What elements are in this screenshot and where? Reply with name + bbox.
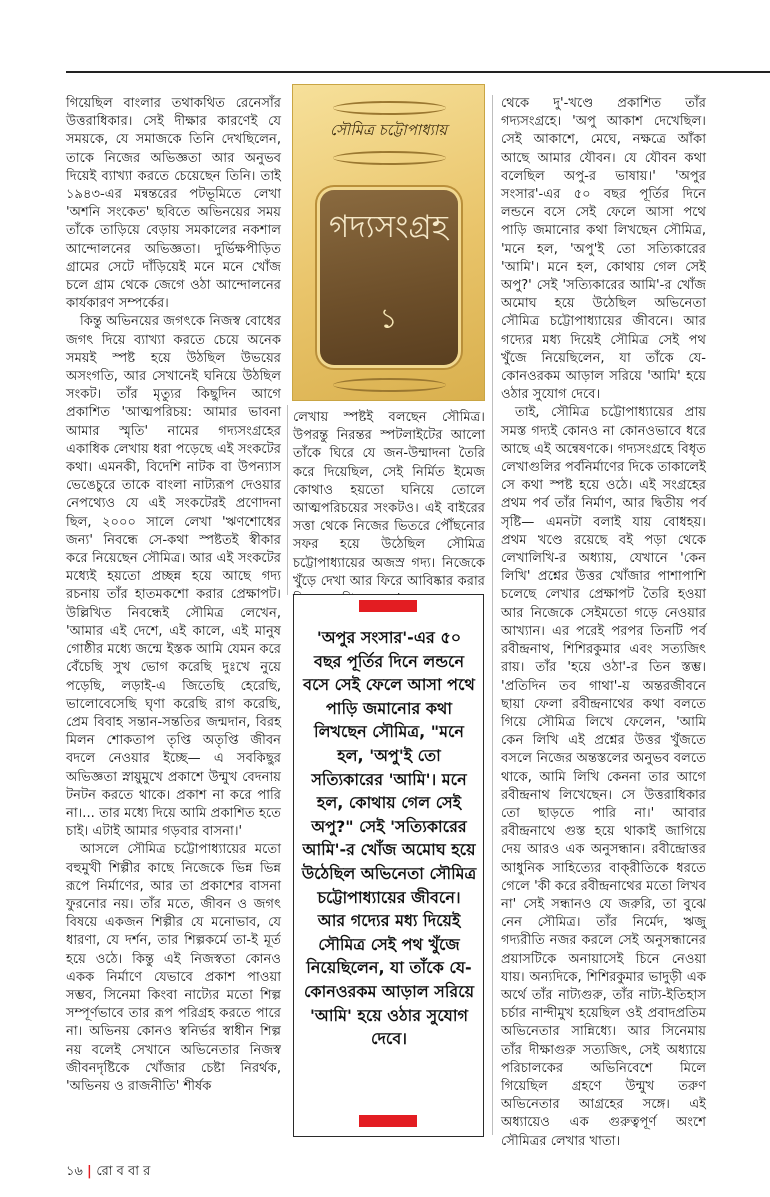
paragraph: কিন্তু অভিনয়ের জগৎকে নিজস্ব বোধের জগৎ দিয়ে ব্যাখ্যা করতে চেয়ে অনেক সময়ই স্পষ্ট হয়ে উঠছিল উভয়ের অসংগতি, আর সেখানেই ঘনিয়ে উঠছিল সংকট। তাঁর মৃত্যুর কিছুদিন আগে প্রকাশিত 'আত্মপরিচয়: আমার ভাবনা আমার স্মৃতি' নামের গদ্যসংগ্রহের একাধিক লেখায় ধরা পড়েছে এই সংকটের কথা। এমনকী, বিদেশি নাটক বা উপন্যাস ভেঙেচুরে তাকে বাংলা নাট্যরূপ দেওয়ার নেপথ্যেও যে এই সংকটেরই প্রণোদনা ছিল, ২০০০ সালে লেখা 'ঋণশোধের জন্য' নিবন্ধে সে-কথা স্পষ্টতই স্বীকার করে নিয়েছেন সৌমিত্র। আর এই সংকটের মধ্যেই হয়তো প্রচ্ছন্ন হয়ে আছে গদ্য রচনায় তাঁর হাতমকশো করার প্রেক্ষাপট। উল্লিখিত নিবন্ধেই সৌমিত্র লেখেন, 'আমার এই দেশে, এই কালে, এই মানুষ গোষ্ঠীর মধ্যে জন্মে ইস্তক আমি যেমন করে বেঁচেছি সুখ ভোগ করেছি দুঃখে নুয়ে পড়েছি, লড়াই-এ জিতেছি হেরেছি, ভালোবেসেছি ঘৃণা করেছি রাগ করেছি, প্রেম বিবাহ সন্তান-সন্ততির জন্মদান, বিরহ মিলন শোকতাপ তৃপ্তি অতৃপ্তি জীবন বদলে নেওয়ার ইচ্ছে— এ সবকিছুর অভিজ্ঞতা স্নায়ুমুখে প্রকাশে উন্মুখ বেদনায় টনটন করতে থাকে। প্রকাশ না করে পারি না।... তার মধ্যে দিয়ে আমি প্রকাশিত হতে চাই। এটাই আমার গড়বার বাসনা।'	[66, 314, 281, 840]
article-column-left	[66, 95, 281, 1096]
article-column-middle	[293, 409, 485, 609]
cover-volume-number: ১	[379, 302, 398, 335]
paragraph: তাই, সৌমিত্র চট্টোপাধ্যায়ের প্রায় সমস্ত গদ্যই কোনও না কোনওভাবে ধরে আছে এই অন্বেষণকে। গদ্যসংগ্রহে বিধৃত লেখাগুলির পর্বনির্মাণের দিকে তাকালেই সে কথা স্পষ্ট হয়ে ওঠে। এই সংগ্রহের প্রথম পর্ব তাঁর নির্মাণ, আর দ্বিতীয় পর্ব সৃষ্টি— এমনটা বলাই যায় বোধহয়। প্রথম খণ্ডে রয়েছে বই পড়া থেকে লেখালিখি-র অধ্যায়, যেখানে 'কেন লিখি' প্রশ্নের উত্তর খোঁজার পাশাপাশি চলেছে লেখার প্রেক্ষাপট তৈরি হওয়া আর নিজেকে সেইমতো গড়ে নেওয়ার আখ্যান। এর পরেই পরপর তিনটি পর্ব রবীন্দ্রনাথ, শিশিরকুমার এবং সত্যজিৎ রায়। তাঁর 'হয়ে ওঠা'-র তিন স্তম্ভ। 'প্রতিদিন তব গাথা'-য় অন্তরজীবনে ছায়া ফেলা রবীন্দ্রনাথের কথা বলতে গিয়ে সৌমিত্র লিখে ফেলেন, 'আমি কেন লিখি এই প্রশ্নের উত্তর খুঁজতে বসলে নিজের অন্তস্তলের অনুভব বলতে থাকে, আমি লিখি কেননা তার আগে রবীন্দ্রনাথ লিখেছেন। সে উত্তরাধিকার তো ছাড়তে পারি না।' আবার রবীন্দ্রনাথে গুস্ত হয়ে থাকাই জাগিয়ে দেয় আরও এক অনুসন্ধান। রবীন্দ্রোত্তর আধুনিক সাহিত্যের বাক্‌রীতিকে ধরতে গেলে 'কী করে রবীন্দ্রনাথের মতো লিখব না' সেই সন্ধানও যে জরুরি, তা বুঝে নেন সৌমিত্র। তাঁর নির্মেদ, ঋজু গদ্যরীতি নজর করলে সেই অনুসন্ধানের প্রয়াসটিকে অনায়াসেই চিনে নেওয়া যায়। অন্যদিকে, শিশিরকুমার ভাদুড়ী এক অর্থে তাঁর নাট্যগুরু, তাঁর নাট্য-ইতিহাস চর্চার নান্দীমুখ হয়েছিল ওই প্রবাদপ্রতিম অভিনেতার সান্নিধ্যে। আর সিনেমায় তাঁর দীক্ষাগুরু সত্যজিৎ, সেই অধ্যায়ে পরিচালকের অভিনিবেশে মিলে গিয়েছিল গ্রহণে উন্মুখ তরুণ অভিনেতার আগ্রহের সঙ্গে। এই অধ্যায়েও এক গুরুত্বপূর্ণ অংশে সৌমিত্রর লেখার খাতা।	[501, 405, 706, 1149]
publication-name: রো ব বা র	[96, 1164, 151, 1179]
paragraph: থেকে দু'-খণ্ডে প্রকাশিত তাঁর গদ্যসংগ্রহে। 'অপু আকাশ দেখেছিল। সেই আকাশে, মেঘে, নক্ষত্রে আঁকা আছে আমার যৌবন। যে যৌবন কথা বলেছিল অপু-র ভাষায়।' 'অপুর সংসার'-এর ৫০ বছর পূর্তির দিনে লন্ডনে বসে সেই ফেলে আসা পথে পাড়ি জমানোর কথা লিখছেন সৌমিত্র, 'মনে হল, 'অপু'ই তো সত্যিকারের 'আমি'। মনে হল, কোথায় গেল সেই অপু?' সেই 'সত্যিকারের আমি'-র খোঁজ অমোঘ হয়ে উঠেছিল অভিনেতা সৌমিত্র চট্টোপাধ্যায়ের জীবনে। আর গদ্যের মধ্য দিয়েই সৌমিত্র সেই পথ খুঁজে নিয়েছিলেন, যা তাঁকে যে-কোনওরকম আড়াল সরিয়ে 'আমি' হয়ে ওঠার সুযোগ দেবে।	[501, 96, 706, 403]
cover-author-signature: সৌমিত্র চট্টোপাধ্যায়	[329, 121, 448, 139]
header-rule	[66, 71, 770, 73]
pull-quote-text: 'অপুর সংসার'-এর ৫০ বছর পূর্তির দিনে লন্ডনে বসে সেই ফেলে আসা পথে পাড়ি জমানোর কথা লিখছেন সৌমিত্র, "মনে হল, 'অপু'ই তো সত্যিকারের 'আমি'। মনে হল, কোথায় গেল সেই অপু?" সেই 'সত্যিকারের আমি'-র খোঁজ অমোঘ হয়ে উঠেছিল অভিনেতা সৌমিত্র চট্টোপাধ্যায়ের জীবনে। আর গদ্যের মধ্য দিয়েই সৌমিত্র সেই পথ খুঁজে নিয়েছিলেন, যা তাঁকে যে-কোনওরকম আড়াল সরিয়ে 'আমি' হয়ে ওঠার সুযোগ দেবে।	[301, 628, 477, 1049]
ornament-bottom	[333, 378, 446, 392]
book-cover-image	[292, 84, 485, 401]
red-accent-bar-top	[359, 600, 417, 612]
cover-title: গদ্যসংগ্রহ	[329, 209, 448, 245]
paragraph: লেখায় স্পষ্টই বলছেন সৌমিত্র। উপরন্তু নিরন্তর স্পটলাইটের আলো তাঁকে ঘিরে যে জন-উম্মাদনা তৈরি করে দিয়েছিল, সেই নির্মিত ইমেজ কোথাও হয়তো ঘনিয়ে তোলে আত্মপরিচয়ের সংকটও। এই বাইরের সত্তা থেকে নিজের ভিতরে পৌঁছনোর সফর হয়ে উঠেছিল সৌমিত্র চট্টোপাধ্যায়ের অজস্র গদ্য। নিজেকে খুঁড়ে দেখা আর ফিরে আবিষ্কার করার	[293, 410, 485, 589]
page-number: ১৬	[66, 1164, 83, 1179]
red-accent-bar-bottom	[359, 1115, 417, 1127]
page-footer	[66, 1162, 150, 1183]
ornament-top	[333, 101, 446, 115]
article-column-right	[501, 95, 706, 1151]
column-divider	[492, 95, 493, 1135]
paragraph: আসলে সৌমিত্র চট্টোপাধ্যায়ের মতো বহুমুখী শিল্পীর কাছে নিজেকে ভিন্ন ভিন্ন রূপে নির্মাণের, আর তা প্রকাশের বাসনা ফুরনোর নয়। তাঁর মতে, জীবন ও জগৎ বিষয়ে একজন শিল্পীর যে মনোভাব, যে ধারণা, যে দর্শন, তার শিল্পকর্মে তা-ই মূর্ত হয়ে ওঠে। কিন্তু এই নিজস্বতা কোনও একক নির্মাণে যেভাবে প্রকাশ পাওয়া সম্ভব, সিনেমা কিংবা নাট্যের মতো শিল্প সম্পূর্ণভাবে তার রূপ পরিগ্রহ করতে পারে না। অভিনয় কোনও স্বনির্ভর স্বাধীন শিল্প নয় বলেই সেখানে অভিনেতার নিজস্ব জীবনদৃষ্টিকে খোঁজার চেষ্টা নিরর্থক, 'অভিনয় ও রাজনীতি' শীর্ষক	[66, 842, 281, 1094]
column-divider	[287, 405, 288, 595]
footer-separator: |	[87, 1164, 97, 1179]
ornament-upper	[333, 151, 446, 165]
paragraph: গিয়েছিল বাংলার তথাকথিত রেনেসাঁর উত্তরাধিকার। সেই দীক্ষার কারণেই যে সময়কে, যে সমাজকে তিনি দেখছিলেন, তাকে নিজের অভিজ্ঞতা আর অনুভব দিয়েই ব্যাখ্যা করতে চেয়েছেন তিনি। তাই ১৯৪৩-এর মন্বন্তরের পটভূমিতে লেখা 'অশনি সংকেত' ছবিতে অভিনয়ের সময় তাঁকে তাড়িয়ে বেড়ায় সমকালের নকশাল আন্দোলনের অভিজ্ঞতা। দুর্ভিক্ষপীড়িত গ্রামের সেটে দাঁড়িয়েই মনে মনে খোঁজ চলে গ্রাম থেকে জেগে ওঠা আন্দোলনের কার্যকারণ সম্পর্কের।	[66, 96, 281, 312]
